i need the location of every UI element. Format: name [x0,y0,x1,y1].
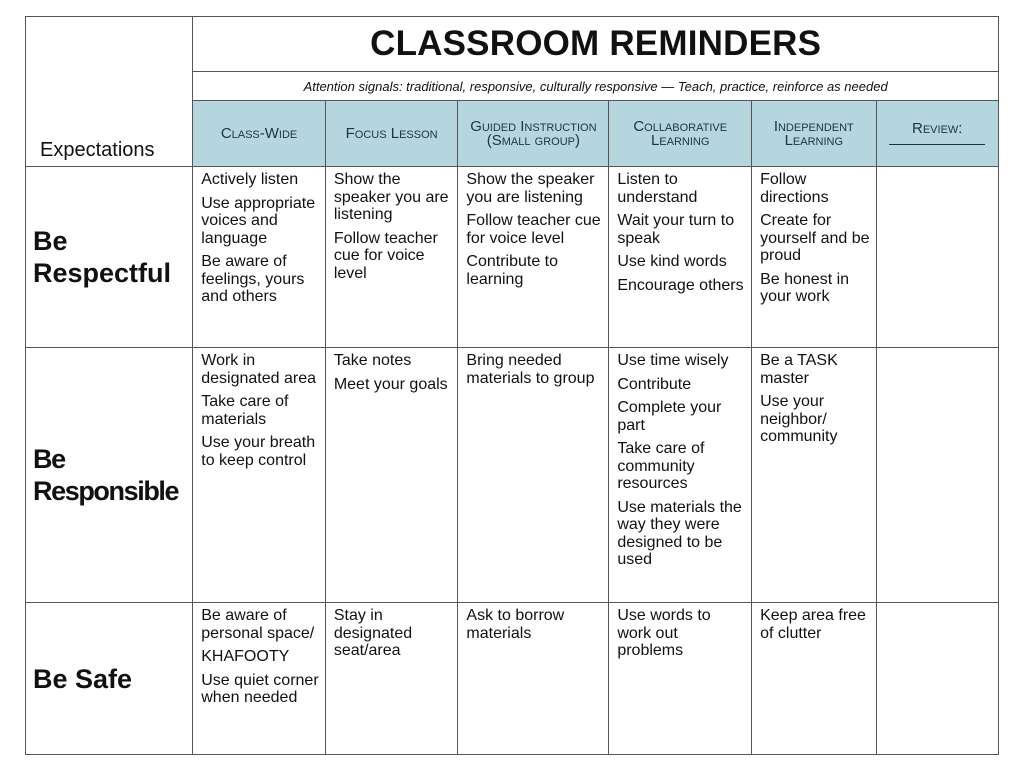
list-item: Bring needed materials to group [466,352,595,387]
list-item: Take notes [333,352,412,369]
cell [609,167,752,348]
cell [325,348,458,603]
list-item: Use kind words [617,253,727,270]
list-item: Be aware of feelings, yours and others [201,253,305,305]
expectations-header-cell [26,17,193,167]
list-item: Use words to work out problems [617,607,711,659]
list-item: Show the speaker you are listening [333,171,449,223]
cell [609,603,752,755]
cell [752,603,876,755]
cell [876,603,999,755]
cell [458,348,609,603]
column-header-guided-instruction: Guided Instruction (Small group) [458,101,609,167]
cell [752,348,876,603]
reminders-chart [25,16,999,752]
row-label-responsible: Be Responsible [26,348,193,603]
list-item: Use time wisely [617,352,729,369]
cell [193,167,326,348]
expectations-label: Expectations [40,139,155,161]
reminders-table [25,16,999,755]
subtitle-cell [193,72,999,101]
list-item: Actively listen [201,171,299,188]
title-cell [193,17,999,72]
table-row [26,348,999,603]
list-item: Complete your part [617,399,722,434]
list-item: Create for yourself and be proud [760,212,870,264]
list-item: Work in designated area [201,352,317,387]
list-item: Ask to borrow materials [466,607,565,642]
row-label-respectful: Be Respectful [26,167,193,348]
list-item: Stay in designated seat/area [333,607,413,659]
list-item: Use your breath to keep control [201,434,316,469]
list-item: Take care of materials [201,393,289,428]
list-item: Use materials the way they were designed to be used [617,498,742,568]
cell [876,167,999,348]
list-item: KHAFOOTY [201,648,290,665]
list-item: Use quiet corner when needed [201,671,319,706]
cell [458,167,609,348]
list-item: Use appropriate voices and language [201,194,316,247]
review-blank-line [889,138,985,145]
page-title: CLASSROOM REMINDERS [370,24,822,63]
cell [325,603,458,755]
cell [609,348,752,603]
list-item: Meet your goals [333,375,448,393]
cell [752,167,876,348]
list-item: Take care of community resources [617,440,705,492]
column-header-review: Review: [876,101,999,167]
list-item: Wait your turn to speak [617,212,735,247]
list-item: Keep area free of clutter [760,607,866,642]
cell [193,348,326,603]
cell [193,603,326,755]
list-item: Follow teacher cue for voice level [466,212,601,247]
cell [458,603,609,755]
column-header-collaborative-learning: Collaborative Learning [609,101,752,167]
list-item: Be aware of personal space/ [201,607,315,642]
list-item: Be a TASK master [760,352,838,387]
list-item: Encourage others [617,276,744,294]
list-item: Contribute to learning [466,253,559,288]
list-item: Use your neighbor/ community [760,393,838,445]
list-item: Contribute [617,375,692,393]
table-row [26,603,999,755]
list-item: Be honest in your work [760,270,850,305]
row-label-safe: Be Safe [26,603,193,755]
table-row [26,167,999,348]
column-header-focus-lesson: Focus Lesson [325,101,458,167]
cell [325,167,458,348]
attention-signals-note: Attention signals: traditional, responsive, culturally responsive — Teach, practice, reinforce as needed [303,78,888,94]
list-item: Listen to understand [617,171,698,206]
list-item: Show the speaker you are listening [466,171,595,206]
list-item: Follow directions [760,171,829,206]
column-header-class-wide: Class-Wide [193,101,326,167]
list-item: Follow teacher cue for voice level [333,229,438,282]
column-header-independent-learning: Independent Learning [752,101,876,167]
cell [876,348,999,603]
